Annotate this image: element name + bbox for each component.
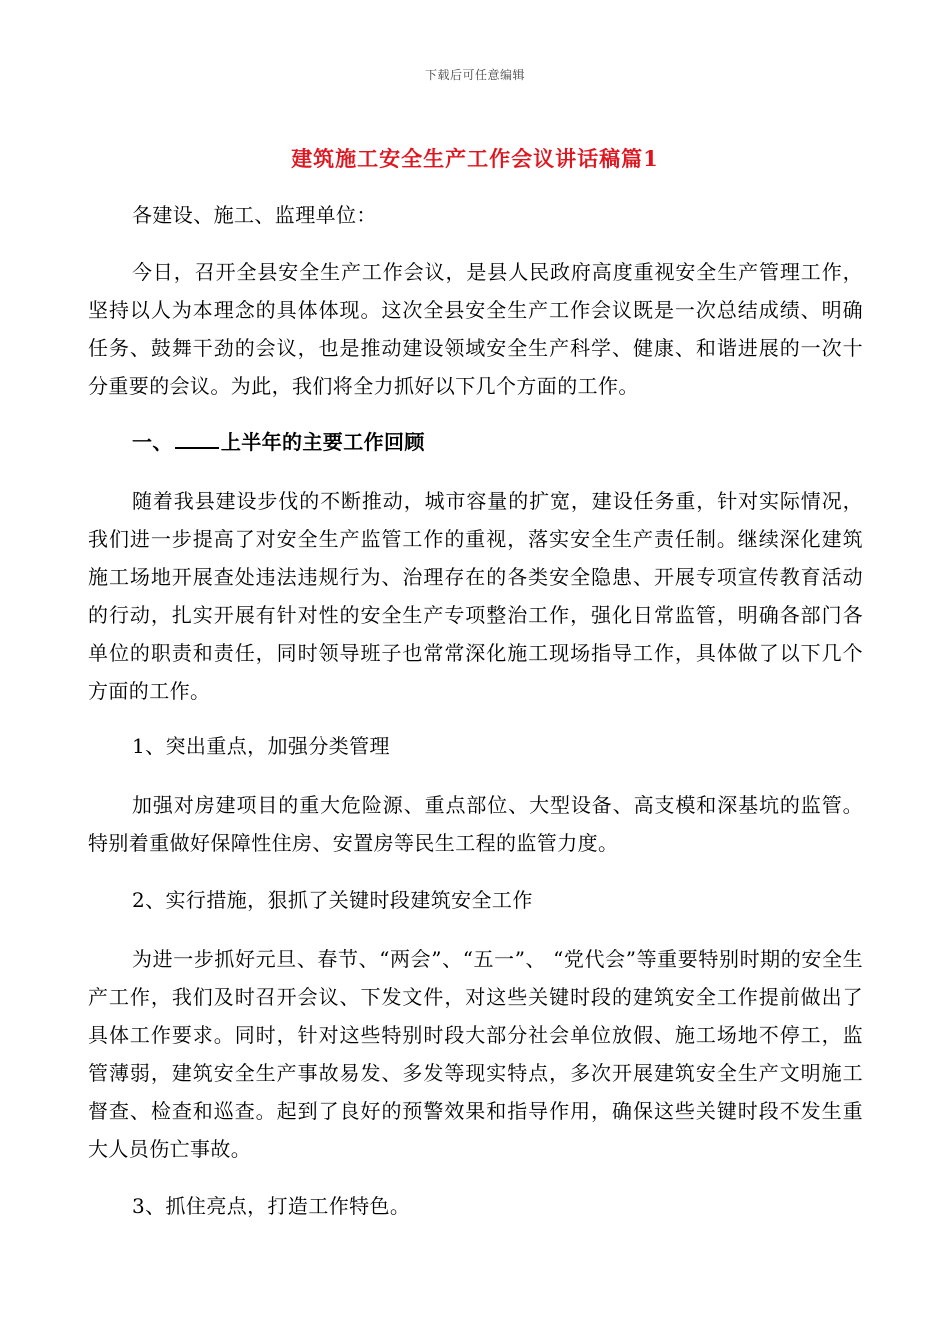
salutation: 各建设、施工、监理单位： [132, 203, 377, 227]
paragraph-intro: 今日，召开全县安全生产工作会议，是县人民政府高度重视安全生产管理工作，坚持以人为本理念的具体体现。这次全县安全生产工作会议既是一次总结成绩、明确任务、鼓舞干劲的会议，也是推动建设领域安全生产科学、健康、和谐进展的一次十分重要的会议。为此，我们将全力抓好以下几个方面的工作。 [88, 260, 863, 398]
document-title: 建筑施工安全生产工作会议讲话稿篇1 [291, 146, 659, 171]
paragraph-item-2: 为进一步抓好元旦、春节、“两会”、“五一”、 “党代会”等重要特别时期的安全生产工作，我们及时召开会议、下发文件，对这些关键时段的建筑安全工作提前做出了具体工作要求。同时，针对这些特别时段大部分社会单位放假、施工场地不停工，监管薄弱，建筑安全生产事故易发、多发等现实特点，多次开展建筑安全生产文明施工督查、检查和巡查。起到了良好的预警效果和指导作用，确保这些关键时段不发生重大人员伤亡事故。 [88, 947, 863, 1161]
fill-blank-underline [175, 429, 219, 449]
item-heading-2: 2、实行措施，狠抓了关键时段建筑安全工作 [132, 888, 533, 912]
section-heading-1 [88, 423, 863, 461]
section-heading-prefix: 一、 [132, 430, 173, 454]
header-note: 下载后可任意编辑 [424, 68, 525, 82]
section-heading-text: 上半年的主要工作回顾 [220, 430, 425, 454]
item-heading-3: 3、抓住亮点，打造工作特色。 [132, 1194, 411, 1218]
item-heading-1: 1、突出重点，加强分类管理 [132, 734, 390, 758]
paragraph-review: 随着我县建设步伐的不断推动，城市容量的扩宽，建设任务重，针对实际情况，我们进一步提高了对安全生产监管工作的重视，落实安全生产责任制。继续深化建筑施工场地开展查处违法违规行为、治理存在的各类安全隐患、开展专项宣传教育活动的行动，扎实开展有针对性的安全生产专项整治工作，强化日常监管，明确各部门各单位的职责和责任，同时领导班子也常常深化施工现场指导工作，具体做了以下几个方面的工作。 [88, 489, 863, 703]
paragraph-item-1: 加强对房建项目的重大危险源、重点部位、大型设备、高支模和深基坑的监管。特别着重做好保障性住房、安置房等民生工程的监管力度。 [88, 793, 863, 855]
